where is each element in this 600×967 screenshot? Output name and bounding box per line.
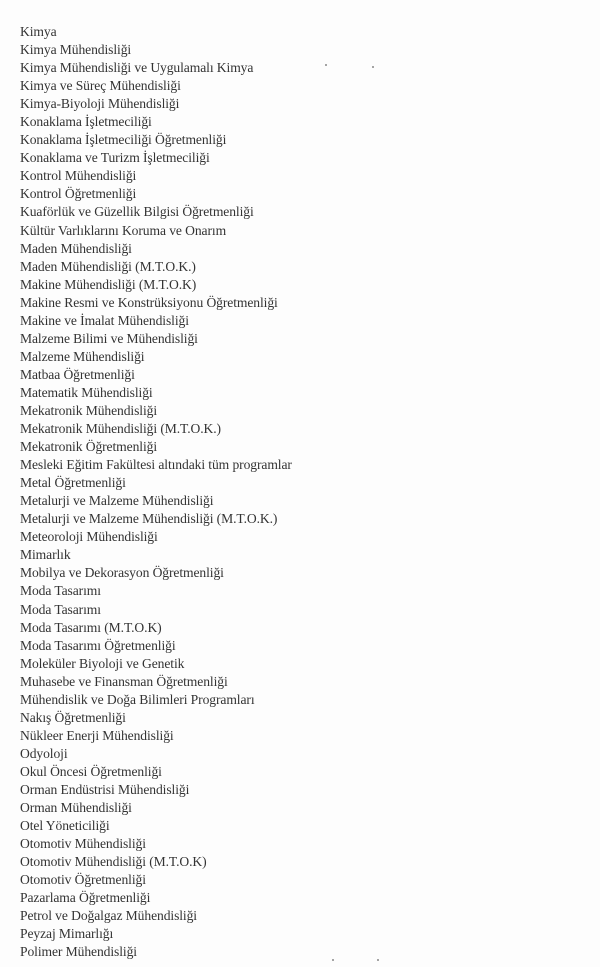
list-item: Kontrol Mühendisliği xyxy=(20,168,137,184)
list-item: Moda Tasarımı (M.T.O.K) xyxy=(20,619,162,635)
list-item: Otomotiv Mühendisliği xyxy=(20,836,146,852)
list-item: Metalurji ve Malzeme Mühendisliği xyxy=(20,493,214,509)
scan-speck xyxy=(377,959,379,961)
scan-speck xyxy=(372,66,374,68)
list-item: Peyzaj Mimarlığı xyxy=(20,926,114,942)
list-item: Kimya-Biyoloji Mühendisliği xyxy=(20,96,180,112)
list-item: Okul Öncesi Öğretmenliği xyxy=(20,763,162,779)
list-item: Mobilya ve Dekorasyon Öğretmenliği xyxy=(20,565,224,581)
list-item: Kültür Varlıklarını Koruma ve Onarım xyxy=(20,222,227,238)
list-item: Polimer Mühendisliği xyxy=(20,944,137,960)
list-item: Makine Resmi ve Konstrüksiyonu Öğretmenliği xyxy=(20,294,278,310)
list-item: Malzeme Mühendisliği xyxy=(20,348,145,364)
list-item: Moda Tasarımı xyxy=(20,601,101,617)
list-item: Maden Mühendisliği xyxy=(20,240,132,256)
list-item: Orman Endüstrisi Mühendisliği xyxy=(20,781,190,797)
list-item: Kuaförlük ve Güzellik Bilgisi Öğretmenliği xyxy=(20,204,254,220)
list-item: Matbaa Öğretmenliği xyxy=(20,366,135,382)
list-item: Mesleki Eğitim Fakültesi altındaki tüm programlar xyxy=(20,457,292,473)
list-item: Konaklama İşletmeciliği xyxy=(20,114,152,130)
list-item: Makine Mühendisliği (M.T.O.K) xyxy=(20,276,197,292)
list-item: Otomotiv Öğretmenliği xyxy=(20,872,146,888)
list-item: Kontrol Öğretmenliği xyxy=(20,186,137,202)
list-item: Metalurji ve Malzeme Mühendisliği (M.T.O.K.) xyxy=(20,511,278,527)
list-item: Mimarlık xyxy=(20,547,71,563)
list-item: Mekatronik Mühendisliği xyxy=(20,402,158,418)
list-item: Moda Tasarımı Öğretmenliği xyxy=(20,637,176,653)
list-item: Otomotiv Mühendisliği (M.T.O.K) xyxy=(20,854,207,870)
list-item: Pazarlama Öğretmenliği xyxy=(20,890,151,906)
list-item: Mühendislik ve Doğa Bilimleri Programları xyxy=(20,691,255,707)
list-item: Kimya Mühendisliği xyxy=(20,42,132,58)
list-item: Kimya ve Süreç Mühendisliği xyxy=(20,78,181,94)
list-item: Mekatronik Mühendisliği (M.T.O.K.) xyxy=(20,421,221,437)
list-item: Kimya xyxy=(20,24,57,39)
list-item: Makine ve İmalat Mühendisliği xyxy=(20,312,189,328)
program-list xyxy=(20,23,292,961)
list-item: Konaklama İşletmeciliği Öğretmenliği xyxy=(20,132,227,148)
list-item: Meteoroloji Mühendisliği xyxy=(20,529,158,545)
list-item: Petrol ve Doğalgaz Mühendisliği xyxy=(20,908,197,924)
list-item: Kimya Mühendisliği ve Uygulamalı Kimya xyxy=(20,60,254,76)
list-item: Nakış Öğretmenliği xyxy=(20,709,126,725)
list-item: Otel Yöneticiliği xyxy=(20,818,110,834)
list-item: Mekatronik Öğretmenliği xyxy=(20,439,158,455)
list-item: Orman Mühendisliği xyxy=(20,800,132,816)
scan-speck xyxy=(325,64,327,66)
list-item: Metal Öğretmenliği xyxy=(20,475,126,491)
list-item: Odyoloji xyxy=(20,745,68,761)
list-item: Konaklama ve Turizm İşletmeciliği xyxy=(20,150,210,166)
list-item: Moda Tasarımı xyxy=(20,583,101,599)
list-item: Malzeme Bilimi ve Mühendisliği xyxy=(20,330,198,346)
list-item: Matematik Mühendisliği xyxy=(20,384,153,400)
list-item: Maden Mühendisliği (M.T.O.K.) xyxy=(20,258,196,274)
list-item: Moleküler Biyoloji ve Genetik xyxy=(20,655,185,671)
list-item: Nükleer Enerji Mühendisliği xyxy=(20,727,174,743)
list-item: Muhasebe ve Finansman Öğretmenliği xyxy=(20,673,228,689)
scan-speck xyxy=(332,959,334,961)
